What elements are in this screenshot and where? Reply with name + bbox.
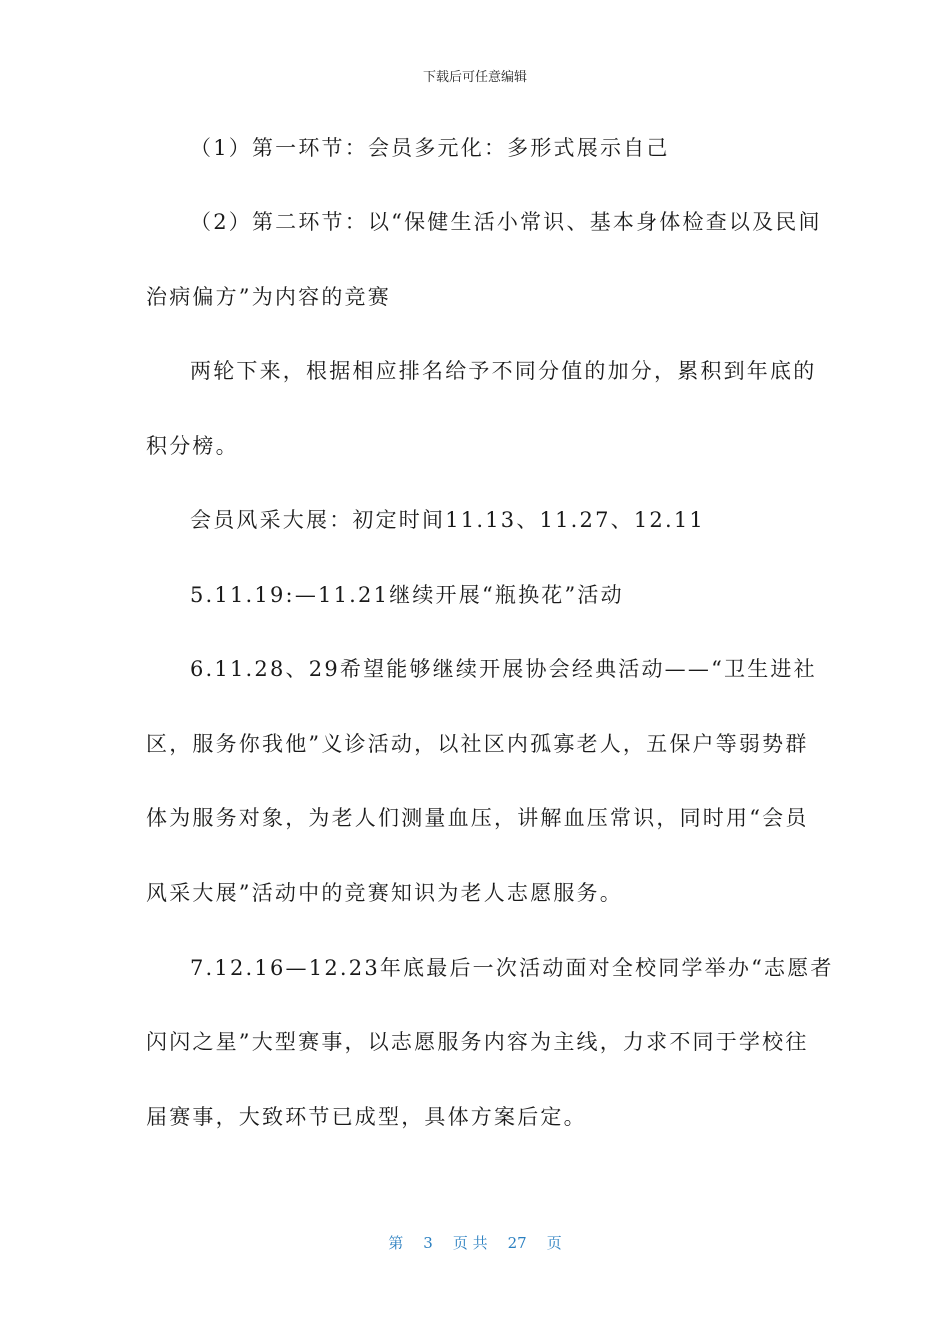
paragraph-line: 届赛事，大致环节已成型，具体方案后定。: [146, 1105, 587, 1129]
paragraph-line: （1）第一环节：会员多元化：多形式展示自己: [190, 136, 670, 160]
paragraph-line: 区，服务你我他”义诊活动，以社区内孤寡老人，五保户等弱势群: [146, 732, 809, 756]
footer-suffix: 页: [546, 1234, 562, 1252]
footer-middle: 页 共: [452, 1234, 488, 1252]
paragraph-line: 体为服务对象，为老人们测量血压，讲解血压常识，同时用“会员: [146, 806, 809, 830]
paragraph-line: 5.11.19:—11.21继续开展“瓶换花”活动: [190, 583, 624, 607]
page-header: 下载后可任意编辑: [422, 70, 527, 85]
paragraph-line: 会员风采大展：初定时间11.13、11.27、12.11: [190, 508, 705, 532]
paragraph-line: 闪闪之星”大型赛事，以志愿服务内容为主线，力求不同于学校往: [146, 1030, 809, 1054]
paragraph-line: 6.11.28、29希望能够继续开展协会经典活动——“卫生进社: [190, 657, 817, 681]
paragraph-line: 风采大展”活动中的竞赛知识为老人志愿服务。: [146, 881, 623, 905]
page-footer: [0, 1232, 950, 1253]
total-pages-number: 27: [507, 1234, 527, 1252]
paragraph-line: 7.12.16—12.23年底最后一次活动面对全校同学举办“志愿者: [190, 956, 834, 980]
paragraph-line: 积分榜。: [146, 434, 239, 458]
paragraph-line: 两轮下来，根据相应排名给予不同分值的加分，累积到年底的: [190, 359, 817, 383]
current-page-number: 3: [423, 1234, 433, 1252]
paragraph-line: （2）第二环节：以“保健生活小常识、基本身体检查以及民间: [190, 210, 822, 234]
footer-prefix: 第: [388, 1234, 404, 1252]
paragraph-line: 治病偏方”为内容的竞赛: [146, 285, 391, 309]
